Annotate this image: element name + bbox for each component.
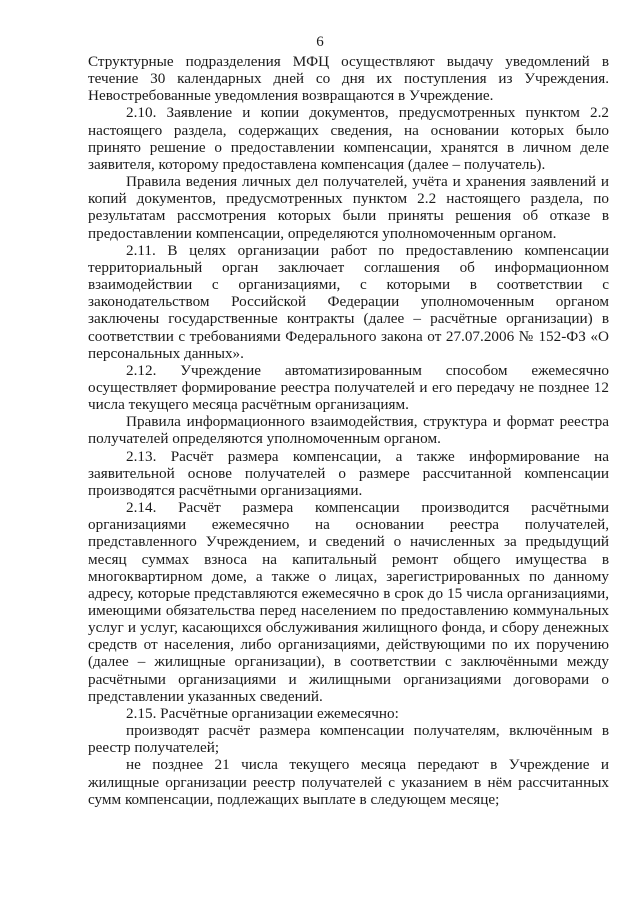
paragraph: Правила информационного взаимодействия, структура и формат реестра получателей определяются уполномоченным органом. <box>88 413 609 448</box>
paragraph-2-14: 2.14. Расчёт размера компенсации производится расчётными организациями ежемесячно на основании реестра получателей, представленного Учреждением, и сведений о начисленных за предыдущий месяц суммах взноса на капитальный ремонт общего имущества в многоквартирном доме, а также о лицах, зарегистрированных по данному адресу, которые представляются ежемесячно в срок до 15 числа организациями, имеющими обязательства перед населением по предоставлению коммунальных услуг и услуг, касающихся обслуживания жилищного фонда, и сбору денежных средств от населения, либо организациями, действующими по их поручению (далее – жилищные организации), в соответствии с заключёнными между расчётными организациями и жилищными организациями договорами о представлении указанных сведений. <box>88 499 609 705</box>
list-item: не позднее 21 числа текущего месяца передают в Учреждение и жилищные организации реестр получателей с указанием в нём рассчитанных сумм компенсации, подлежащих выплате в следующем месяце; <box>88 756 609 808</box>
list-item: производят расчёт размера компенсации получателям, включённым в реестр получателей; <box>88 722 609 757</box>
paragraph: Структурные подразделения МФЦ осуществляют выдачу уведомлений в течение 30 календарных дней со дня их поступления из Учреждения. Невостребованные уведомления возвращаются в Учреждение. <box>88 53 609 105</box>
paragraph-2-13: 2.13. Расчёт размера компенсации, а также информирование на заявительной основе получателей о размере рассчитанной компенсации производятся расчётными организациями. <box>88 447 609 499</box>
paragraph: Правила ведения личных дел получателей, учёта и хранения заявлений и копий документов, предусмотренных пунктом 2.2 настоящего раздела, по результатам рассмотрения которых были приняты решения об отказе в предоставлении компенсации, определяются уполномоченным органом. <box>88 173 609 242</box>
paragraph-2-11: 2.11. В целях организации работ по предоставлению компенсации территориальный орган заключает соглашения об информационном взаимодействии с организациями, с которыми в соответствии с законодательством Российской Федерации уполномоченным органом заключены государственные контракты (далее – расчётные организации) в соответствии с требованиями Федерального закона от 27.07.2006 № 152-ФЗ «О персональных данных». <box>88 241 609 362</box>
page-number: 6 <box>316 34 324 50</box>
paragraph-2-12: 2.12. Учреждение автоматизированным способом ежемесячно осуществляет формирование реестра получателей и его передачу не позднее 12 числа текущего месяца расчётным организациям. <box>88 361 609 414</box>
paragraph-2-10: 2.10. Заявление и копии документов, предусмотренных пунктом 2.2 настоящего раздела, содержащих сведения, на основании которых было принято решение о предоставлении компенсации, хранятся в личном деле заявителя, которому предоставлена компенсация (далее – получатель). <box>88 104 609 173</box>
paragraph-2-15: 2.15. Расчётные организации ежемесячно: <box>126 704 399 722</box>
document-body <box>88 53 609 808</box>
